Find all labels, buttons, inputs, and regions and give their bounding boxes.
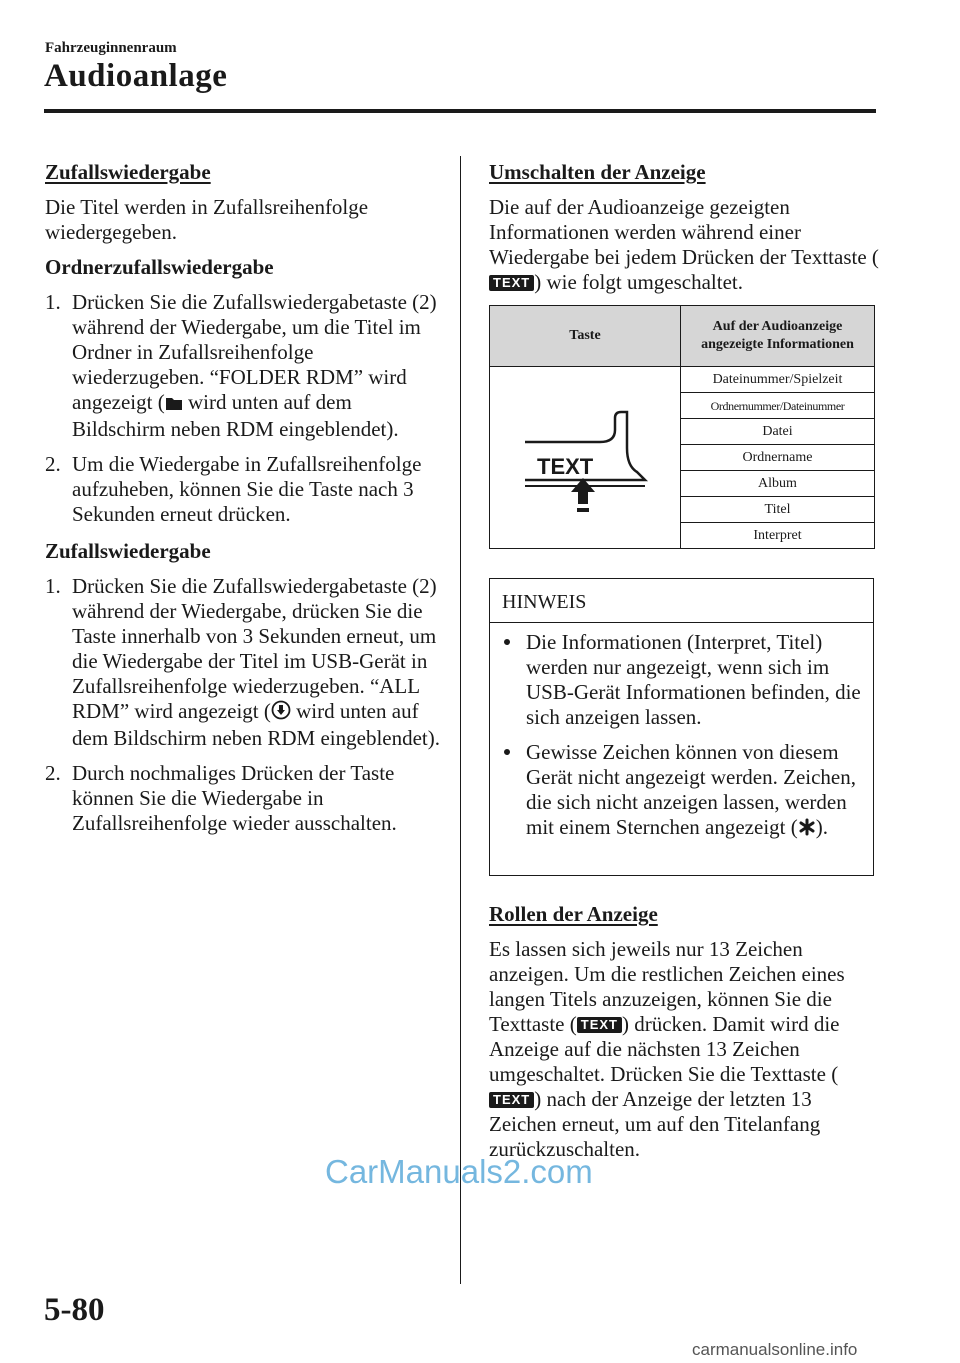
table-header-row (490, 306, 875, 367)
step-number: 1. (45, 290, 61, 314)
text-key-icon: TEXT (489, 275, 534, 291)
list-item (45, 452, 440, 527)
table-header-info: Auf der Audioanzeige angezeigte Informationen (681, 306, 875, 367)
step-text: Drücken Sie die Zufallswiedergabetaste (2) während der Wiedergabe, drücken Sie die Taste innerhalb von 3 Sekunden erneut, um die Wiedergabe der Titel im USB-Gerät in Zufallsreihenfolge wiederzugeben. “ALL RDM” wird angezeigt ( wird unten auf dem Bildschirm neben RDM eingeblendet). (72, 574, 441, 750)
bullet-dot (504, 630, 526, 730)
step-number: 2. (45, 452, 61, 476)
chapter-label: Fahrzeuginnenraum (45, 40, 177, 56)
page-number: 5-80 (44, 1292, 105, 1328)
scroll-section (489, 902, 879, 1162)
text-key-icon: TEXT (577, 1017, 622, 1033)
column-divider (460, 156, 461, 1284)
title-rule (44, 109, 876, 113)
usb-device-icon (271, 700, 291, 726)
all-random-heading: Zufallswiedergabe (45, 539, 211, 563)
table-cell: Ordnername (681, 445, 875, 471)
table-cell: Interpret (681, 523, 875, 549)
page-title: Audioanlage (44, 58, 228, 94)
watermark-logo: CarManuals2.com (325, 1153, 593, 1190)
step-text: Drücken Sie die Zufallswiedergabetaste (2) während der Wiedergabe, um die Titel im Ordner in Zufallsreihenfolge wiederzugeben. “FOLDER RDM” wird angezeigt ( wird unten auf dem Bildschirm neben RDM eingeblendet). (72, 290, 437, 441)
text-key-illustration (490, 367, 681, 549)
section-heading-scroll: Rollen der Anzeige (489, 902, 658, 926)
info-table-wrapper (489, 305, 875, 549)
note-bullet-text: Die Informationen (Interpret, Titel) werden nur angezeigt, wenn sich im USB-Gerät Informationen befinden, die sich anzeigen lassen. (526, 630, 861, 729)
note-box (489, 578, 874, 876)
text-key-label-svg: TEXT (537, 453, 594, 479)
step-text: Durch nochmaliges Drücken der Taste können Sie die Wiedergabe in Zufallsreihenfolge wieder ausschalten. (72, 761, 397, 835)
info-table (489, 305, 875, 549)
table-cell: Dateinummer/Spielzeit (681, 367, 875, 393)
bullet-dot (504, 740, 526, 842)
folder-random-heading: Ordnerzufallswiedergabe (45, 255, 274, 279)
footer-site-watermark: carmanualsonline.info (692, 1340, 858, 1359)
table-cell: Datei (681, 419, 875, 445)
text-button-illustration (515, 390, 655, 520)
step-text: Um die Wiedergabe in Zufallsreihenfolge aufzuheben, können Sie die Taste nach 3 Sekunden erneut drücken. (72, 452, 422, 526)
random-intro: Die Titel werden in Zufallsreihenfolge wiedergegeben. (45, 195, 369, 244)
section-heading-random: Zufallswiedergabe (45, 160, 211, 184)
step-number: 1. (45, 574, 61, 598)
list-item (45, 290, 440, 442)
text-key-icon: TEXT (489, 1092, 534, 1108)
right-column (489, 160, 879, 295)
list-item (504, 630, 863, 730)
table-cell: Album (681, 471, 875, 497)
folder-icon (165, 392, 183, 417)
note-body (490, 623, 873, 842)
table-header-key: Taste (490, 306, 681, 367)
step-number: 2. (45, 761, 61, 785)
table-row (490, 367, 875, 393)
list-item (45, 574, 440, 751)
table-cell: Ordnernummer/Dateinummer (681, 393, 875, 419)
scroll-text: Es lassen sich jeweils nur 13 Zeichen anzeigen. Um die restlichen Zeichen eines langen Titels anzuzeigen, können Sie die Texttaste ( TEXT ) drücken. Damit wird die Anzeige auf die nächsten 13 Zeichen umgeschaltet. Drücken Sie die Texttaste (TEXT ) nach der Anzeige der letzten 13 Zeichen erneut, um auf den Titelanfang zurückzuschalten. (489, 937, 845, 1161)
section-heading-display: Umschalten der Anzeige (489, 160, 706, 184)
list-item (504, 740, 863, 842)
table-cell: Titel (681, 497, 875, 523)
list-item (45, 761, 440, 836)
left-column (45, 160, 440, 836)
display-intro: Die auf der Audioanzeige gezeigten Informationen werden während einer Wiedergabe bei jedem Drücken der Texttaste (TEXT ) wie folgt umgeschaltet. (489, 195, 879, 294)
asterisk-icon (798, 817, 816, 842)
note-bullet-text: Gewisse Zeichen können von diesem Gerät nicht angezeigt werden. Zeichen, die sich nicht anzeigen lassen, werden mit einem Sternchen angezeigt ( ). (526, 740, 863, 842)
note-heading: HINWEIS (490, 579, 873, 623)
